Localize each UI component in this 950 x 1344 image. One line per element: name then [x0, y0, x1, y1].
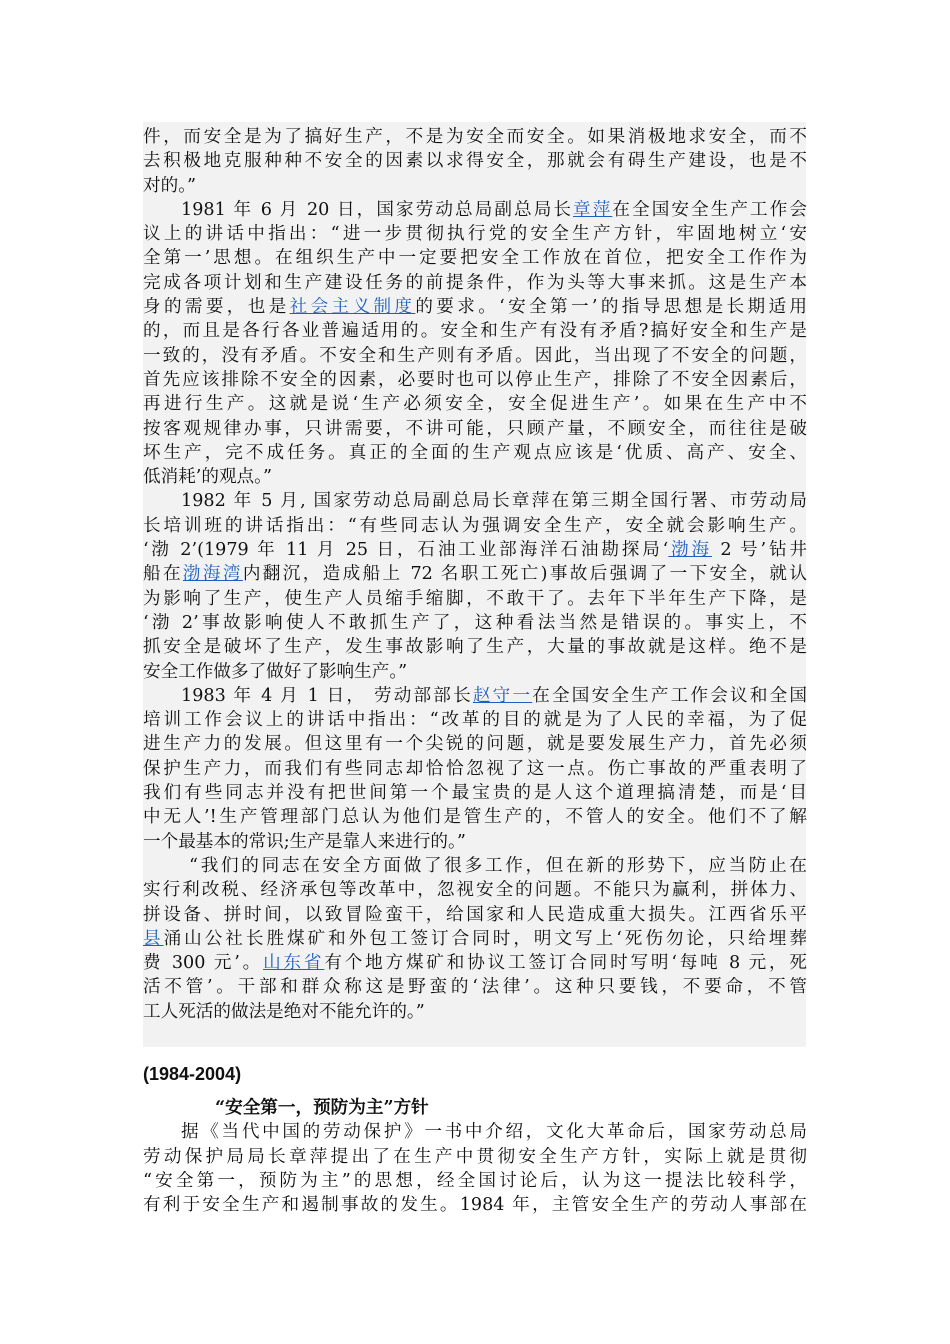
text-line: 据《当代中国的劳动保护》一书中介绍，文化大革命后，国家劳动总局 — [181, 1122, 807, 1143]
text-line: 坏生产，完不成任务。真正的全面的生产观点应该是‘优质、高产、安全、 — [143, 442, 807, 463]
text-line — [143, 562, 807, 586]
text-line: 为影响了生产，使生产人员缩手缩脚，不敢干了。去年下半年生产下降，是 — [143, 588, 807, 609]
text-line: 首先应该排除不安全的因素，必要时也可以停止生产，排除了不安全因素后， — [143, 369, 807, 390]
text-line: 中无人’!生产管理部门总认为他们是管生产的，不管人的安全。他们不了解 — [143, 807, 807, 828]
text-line: 安全工作做多了做好了影响生产。” — [143, 661, 408, 682]
text-span: 1983 年 4 月 1 日， 劳动部部长 — [181, 685, 473, 706]
text-line — [143, 951, 807, 975]
text-line: ‘渤 2’事故影响使人不敢抓生产了，这种看法当然是错误的。事实上，不 — [143, 612, 807, 633]
text-block-2 — [143, 1096, 807, 1217]
text-line: 劳动保护局局长章萍提出了在生产中贯彻安全生产方针，实际上就是贯彻 — [143, 1146, 807, 1167]
text-line — [143, 295, 807, 319]
text-span: 船在 — [143, 564, 183, 585]
text-line: 全第一’思想。在组织生产中一定要把安全工作放在首位，把安全工作作为 — [143, 248, 807, 269]
text-line: 培训工作会议上的讲话中指出：“改革的目的就是为了人民的幸福，为了促 — [143, 710, 807, 731]
text-span: 有个地方煤矿和协议工签订合同时写明‘每吨 8 元，死 — [324, 953, 807, 974]
text-line: 去积极地克服种种不安全的因素以求得安全，那就会有碍生产建设，也是不 — [143, 151, 807, 172]
text-line — [143, 927, 807, 951]
text-link[interactable]: 山东省 — [263, 953, 325, 974]
text-span: 在全国安全生产工作会议和全国 — [532, 685, 807, 706]
text-link[interactable]: 社会主义制度 — [289, 297, 416, 318]
text-block-1 — [143, 125, 807, 1024]
text-span: 费 300 元’。 — [143, 953, 264, 974]
text-line: 1982 年 5 月, 国家劳动总局副总局长章萍在第三期全国行署、市劳动局 — [181, 491, 807, 512]
text-link[interactable]: 渤海湾 — [182, 564, 243, 585]
text-link[interactable]: 赵守一 — [472, 685, 533, 706]
text-line: 件，而安全是为了搞好生产，不是为安全而安全。如果消极地求安全，而不 — [143, 127, 807, 147]
text-line: 完成各项计划和生产建设任务的前提条件，作为头等大事来抓。这是生产本 — [143, 272, 807, 293]
text-line: 议上的讲话中指出：“进一步贯彻执行党的安全生产方针，牢固地树立‘安 — [143, 224, 807, 245]
section-heading: (1984-2004) — [143, 1064, 242, 1084]
text-span: 内翻沉，造成船上 72 名职工死亡)事故后强调了一下安全，就认 — [242, 564, 807, 585]
text-line: 抓安全是破坏了生产，发生事故影响了生产，大量的事故就是这样。绝不是 — [143, 637, 807, 658]
text-line: 进生产力的发展。但这里有一个尖锐的问题，就是要发展生产力，首先必须 — [143, 734, 807, 755]
text-line: “安全第一，预防为主”的思想，经全国讨论后，认为这一提法比较科学， — [143, 1170, 807, 1191]
text-line: 再进行生产。这就是说‘生产必须安全，安全促进生产’。如果在生产中不 — [143, 394, 807, 415]
subheading: “安全第一，预防为主”方针 — [215, 1097, 429, 1118]
text-line: 的，而且是各行各业普遍适用的。安全和生产有没有矛盾?搞好安全和生产是 — [143, 321, 807, 342]
text-span: 在全国安全生产工作会 — [612, 199, 807, 220]
text-span: 涌山公社长胜煤矿和外包工签订合同时，明文写上‘死伤勿论，只给埋葬 — [163, 928, 807, 949]
text-line: 拼设备、拼时间，以致冒险蛮干，给国家和人民造成重大损失。江西省乐平 — [143, 904, 807, 925]
text-line: 低消耗’的观点。” — [143, 467, 272, 488]
text-line: 实行利改税、经济承包等改革中，忽视安全的问题。不能只为赢利，拼体力、 — [143, 880, 807, 901]
text-line: 我们有些同志并没有把世间第一个最宝贵的是人这个道理搞清楚，而是‘目 — [143, 783, 807, 804]
text-line — [143, 684, 807, 708]
text-line: “我们的同志在安全方面做了很多工作，但在新的形势下，应当防止在 — [189, 855, 807, 876]
text-line: 按客观规律办事，只讲需要，不讲可能，只顾产量，不顾安全，而往往是破 — [143, 418, 807, 439]
text-span: 身的需要，也是 — [143, 297, 290, 318]
text-line — [143, 538, 807, 562]
text-line: 有利于安全生产和遏制事故的发生。1984 年，主管安全生产的劳动人事部在 — [143, 1195, 807, 1216]
text-line: 一致的，没有矛盾。不安全和生产则有矛盾。因此，当出现了不安全的问题， — [143, 345, 807, 366]
text-line: 保护生产力，而我们有些同志却恰恰忽视了这一点。伤亡事故的严重表明了 — [143, 758, 807, 779]
text-span: 1981 年 6 月 20 日，国家劳动总局副总局长 — [181, 199, 574, 220]
text-line: 工人死活的做法是绝对不能允许的。” — [143, 1001, 425, 1022]
text-span: ‘渤 2’(1979 年 11 月 25 日，石油工业部海洋石油勘探局‘ — [143, 540, 669, 561]
text-span: 的要求。‘安全第一’的指导思想是长期适用 — [415, 297, 807, 318]
text-line: 长培训班的讲话指出：“有些同志认为强调安全生产，安全就会影响生产。 — [143, 515, 807, 536]
text-line: 对的。” — [143, 175, 196, 196]
text-line — [143, 198, 807, 222]
text-link[interactable]: 渤海 — [668, 540, 712, 561]
text-link[interactable]: 章萍 — [573, 199, 613, 220]
text-link[interactable]: 县 — [143, 928, 164, 949]
text-line: 一个最基本的常识;生产是靠人来进行的。” — [143, 831, 466, 852]
text-span: 2 号’钻井 — [712, 540, 807, 561]
text-line: 活不管’。干部和群众称这是野蛮的‘法律’。这种只要钱，不要命，不管 — [143, 977, 807, 998]
